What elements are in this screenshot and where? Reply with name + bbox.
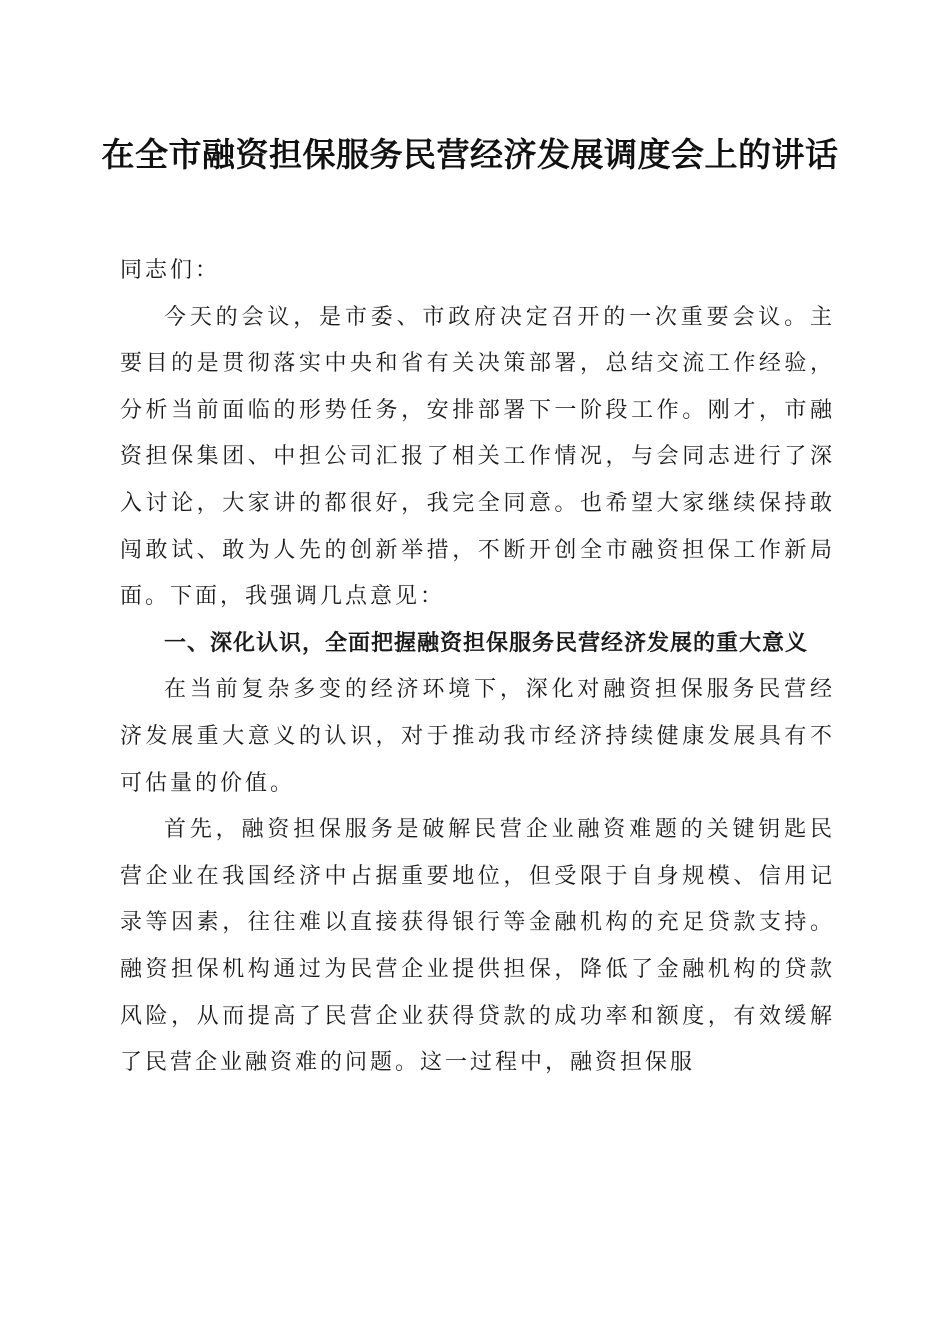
salutation: 同志们：: [120, 258, 221, 283]
paragraph-first-point: 首先，融资担保服务是破解民营企业融资难题的关键钥匙民营企业在我国经济中占据重要地位，但受限于自身规模、信用记录等因素，往往难以直接获得银行等金融机构的充足贷款支持。融资担保机构通过为民营企业提供担保，降低了金融机构的贷款风险，从而提高了民营企业获得贷款的成功率和额度，有效缓解了民营企业融资难的问题。这一过程中，融资担保服: [120, 817, 835, 1076]
section-heading-1: 一、深化认识，全面把握融资担保服务民营经济发展的重大意义: [164, 630, 809, 656]
paragraph-significance: 在当前复杂多变的经济环境下，深化对融资担保服务民营经济发展重大意义的认识，对于推动我市经济持续健康发展具有不可估量的价值。: [120, 677, 835, 796]
paragraph-opening: 今天的会议，是市委、市政府决定召开的一次重要会议。主要目的是贯彻落实中央和省有关决策部署，总结交流工作经验，分析当前面临的形势任务，安排部署下一阶段工作。刚才，市融资担保集团、中担公司汇报了相关工作情况，与会同志进行了深入讨论，大家讲的都很好，我完全同意。也希望大家继续保持敢闯敢试、敢为人先的创新举措，不断开创全市融资担保工作新局面。下面，我强调几点意见：: [120, 304, 835, 610]
document-body: [120, 248, 835, 1087]
document-title: 在全市融资担保服务民营经济发展调度会上的讲话: [101, 135, 839, 174]
